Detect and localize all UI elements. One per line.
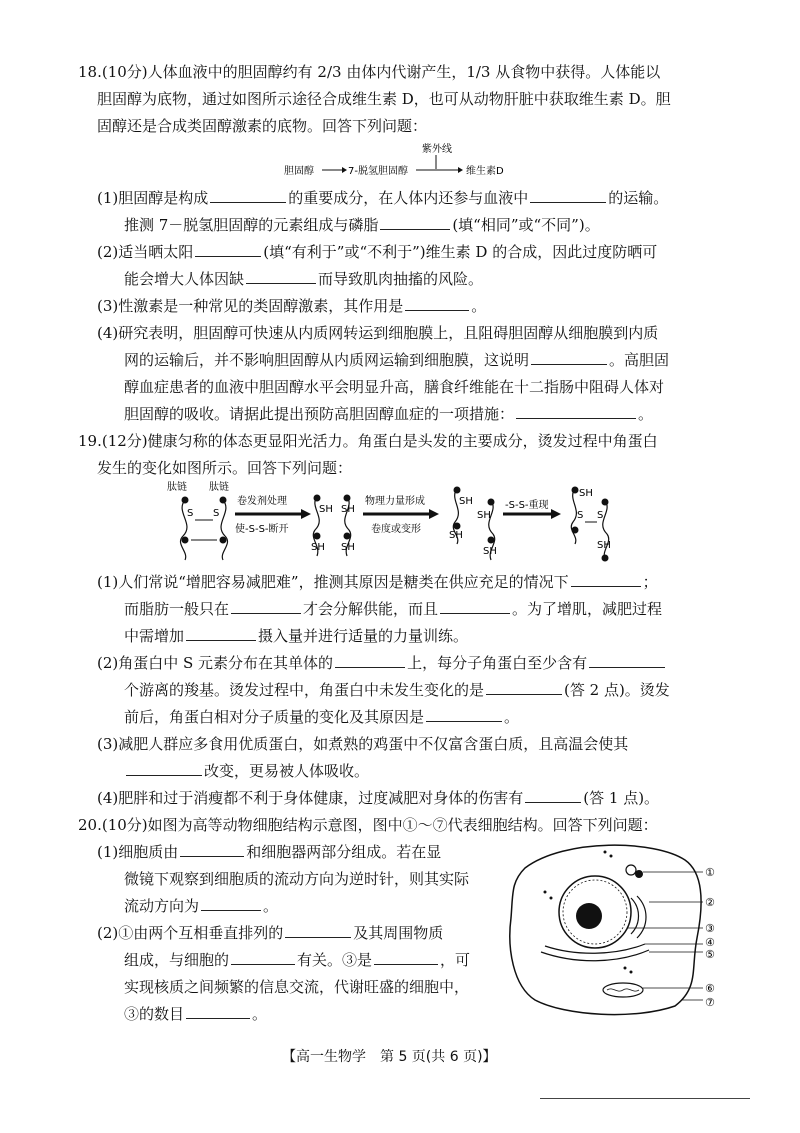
arrow1-top-label: 卷发剂处理 — [237, 496, 287, 507]
answer-blank[interactable] — [380, 215, 450, 230]
q20-part1-line3 — [124, 896, 278, 916]
animal-cell-diagram — [505, 838, 730, 1018]
chain-end-dot — [182, 537, 189, 544]
q18-p3-text-a: (3)性激素是一种常见的类固醇激素，其作用是 — [97, 297, 404, 315]
pathway-arrowhead-1 — [342, 167, 347, 173]
endoplasmic-reticulum — [541, 950, 649, 961]
q20-p2-text-e: ，可 — [440, 951, 471, 969]
ribosome-dot — [630, 971, 633, 974]
q20-part1-line1 — [97, 842, 441, 862]
uv-label: 紫外线 — [422, 144, 452, 155]
q19-p1-text-f: 中需增加 — [124, 627, 185, 645]
thiol-label: SH — [459, 496, 473, 507]
answer-blank[interactable] — [246, 269, 316, 284]
q19-p2-text-e: 前后，角蛋白相对分子质量的变化及其原因是 — [124, 708, 425, 726]
q19-p3-text-b: 改变，更易被人体吸收。 — [204, 762, 370, 780]
process-arrowhead-3 — [551, 509, 561, 519]
q20-p2-text-a: (2)①由两个互相垂直排列的 — [97, 924, 284, 942]
peptide-chain — [571, 488, 576, 544]
q20-p2-text-b: 及其周围物质 — [353, 924, 444, 942]
q18-header-line3: 固醇还是合成类固醇激素的底物。回答下列问题： — [97, 117, 428, 135]
ribosome-dot — [610, 855, 613, 858]
thiol-label: SH — [597, 540, 611, 551]
answer-blank[interactable] — [186, 1004, 250, 1019]
answer-blank[interactable] — [589, 653, 665, 668]
sulfur-label: S — [213, 508, 220, 519]
q18-part4-line1: (4)研究表明，胆固醇可快速从内质网转运到细胞膜上，且阻碍胆固醇从细胞膜到内质 — [97, 324, 659, 342]
chain-end-dot — [572, 527, 579, 534]
answer-blank[interactable] — [530, 188, 606, 203]
answer-blank[interactable] — [231, 599, 301, 614]
q19-p2-text-d: (答 2 点)。烫发 — [564, 681, 670, 699]
thiol-label: SH — [341, 504, 355, 515]
q18-header-line2: 胆固醇为底物，通过如图所示途径合成维生素 D，也可从动物肝脏中获取维生素 D。胆 — [97, 90, 671, 108]
ribosome-dot — [544, 891, 547, 894]
q19-part3-line1: (3)减肥人群应多食用优质蛋白，如煮熟的鸡蛋中不仅富含蛋白质，且高温会使其 — [97, 735, 629, 753]
q19-p1-text-b: ； — [642, 573, 658, 591]
peptide-chain — [221, 500, 227, 560]
q19-p1-text-c: 而脂肪一般只在 — [124, 600, 230, 618]
q19-part4-line1 — [97, 788, 659, 808]
q19-p2-text-c: 个游离的羧基。烫发过程中，角蛋白中未发生变化的是 — [124, 681, 485, 699]
q20-part2-line4 — [124, 1004, 267, 1024]
keratin-perm-diagram — [165, 478, 625, 570]
chain-end-dot — [572, 487, 579, 494]
q18-part4-line3: 醇血症患者的血液中胆固醇水平会明显升高，膳食纤维能在十二指肠中阻碍人体对 — [124, 378, 665, 396]
chain-end-dot — [488, 499, 495, 506]
ribosome-dot — [624, 967, 627, 970]
thiol-label: SH — [341, 542, 355, 553]
q18-p2-text-c: 能会增大人体因缺 — [124, 270, 245, 288]
peptide-chain — [180, 500, 186, 560]
q18-part3-line1 — [97, 296, 486, 316]
q20-part2-line2 — [124, 950, 470, 970]
pathway-arrowhead-2 — [458, 167, 463, 173]
q19-p1-text-d: 才会分解供能，而且 — [303, 600, 439, 618]
answer-blank[interactable] — [186, 626, 256, 641]
q20-p2-text-d: 有关。③是 — [297, 951, 373, 969]
q18-part4-line2 — [124, 350, 669, 370]
peptide-chain — [603, 500, 609, 560]
q20-part2-line1 — [97, 923, 443, 943]
q19-p1-text-e: 。为了增肌，减肥过程 — [512, 600, 663, 618]
thiol-label: SH — [311, 542, 325, 553]
q18-p1-text-c: 的运输。 — [608, 189, 669, 207]
arrow2-top-label: 物理力量形成 — [365, 496, 425, 507]
chain-end-dot — [488, 537, 495, 544]
q19-part1-line1 — [97, 572, 658, 592]
q18-header-line1: 18.(10分)人体血液中的胆固醇约有 2/3 由体内代谢产生，1/3 从食物中获得。人体能以 — [78, 63, 661, 81]
q20-p1-text-e: 。 — [263, 897, 279, 915]
ribosome-dot — [550, 897, 553, 900]
structure-label-3: ③ — [705, 922, 715, 935]
q20-p2-text-g: ③的数目 — [124, 1005, 185, 1023]
q18-part1-line1 — [97, 188, 668, 208]
process-arrowhead-2 — [429, 509, 439, 519]
centrosome — [626, 865, 636, 875]
structure-label-7: ⑦ — [705, 996, 715, 1009]
q18-p2-text-d: 而导致肌肉抽搐的风险。 — [318, 270, 484, 288]
chain-label-right: 肽链 — [209, 482, 229, 493]
golgi — [631, 898, 639, 934]
ribosome-dot — [604, 851, 607, 854]
answer-blank[interactable] — [525, 788, 581, 803]
thiol-label: SH — [579, 488, 593, 499]
answer-blank[interactable] — [210, 188, 286, 203]
pathway-cholesterol: 胆固醇 — [284, 166, 314, 177]
answer-blank[interactable] — [531, 350, 607, 365]
q18-part4-line4 — [124, 404, 653, 424]
answer-blank[interactable] — [571, 572, 641, 587]
answer-blank[interactable] — [180, 842, 244, 857]
q19-part1-line2 — [124, 599, 662, 619]
q18-p1-text-b: 的重要成分，在人体内还参与血液中 — [288, 189, 529, 207]
q20-part2-line3: 实现核质之间频繁的信息交流，代谢旺盛的细胞中， — [124, 978, 470, 996]
structure-label-5: ⑤ — [705, 948, 715, 961]
answer-blank[interactable] — [201, 896, 261, 911]
q18-p4-text-f: 。 — [638, 405, 654, 423]
thiol-label: SH — [483, 546, 497, 557]
q19-part2-line3 — [124, 707, 519, 727]
q18-p1-text-a: (1)胆固醇是构成 — [97, 189, 209, 207]
q19-p1-text-g: 摄入量并进行适量的力量训练。 — [258, 627, 469, 645]
answer-blank[interactable] — [374, 950, 438, 965]
sulfur-label: S — [187, 508, 194, 519]
answer-blank[interactable] — [285, 923, 351, 938]
thiol-label: SH — [319, 504, 333, 515]
page-footer: 【高一生物学 第 5 页(共 6 页)】 — [282, 1049, 497, 1065]
q18-part2-line1 — [97, 242, 657, 262]
answer-blank[interactable] — [516, 404, 636, 419]
q18-part2-line2 — [124, 269, 483, 289]
q19-p4-text-a: (4)肥胖和过于消瘦都不利于身体健康，过度减肥对身体的伤害有 — [97, 789, 524, 807]
chain-end-dot — [454, 523, 461, 530]
answer-blank[interactable] — [440, 599, 510, 614]
structure-label-6: ⑥ — [705, 982, 715, 995]
structure-label-4: ④ — [705, 936, 715, 949]
answer-blank[interactable] — [335, 653, 405, 668]
chain-end-dot — [182, 497, 189, 504]
chain-end-dot — [602, 499, 609, 506]
pathway-vitamin-d: 维生素D — [466, 166, 504, 177]
chain-end-dot — [314, 495, 321, 502]
chain-label-left: 肽链 — [167, 482, 187, 493]
q18-p3-text-b: 。 — [471, 297, 487, 315]
q19-part2-line1 — [97, 653, 667, 673]
answer-blank[interactable] — [195, 242, 261, 257]
q19-part3-line2 — [124, 761, 369, 781]
process-arrowhead-1 — [301, 509, 311, 519]
chain-end-dot — [220, 537, 227, 544]
q20-p1-text-b: 和细胞器两部分组成。若在显 — [246, 843, 442, 861]
q18-p4-text-b: 网的运输后，并不影响胆固醇从内质网运输到细胞膜，这说明 — [124, 351, 530, 369]
q20-p1-text-a: (1)细胞质由 — [97, 843, 179, 861]
centrosome-dot — [635, 870, 643, 878]
mitochondrion-cristae — [607, 989, 639, 991]
q19-header-line1: 19.(12分)健康匀称的体态更显阳光活力。角蛋白是头发的主要成分，烫发过程中角蛋白 — [78, 432, 658, 450]
arrow3-top-label: -S-S-重现 — [505, 500, 549, 511]
chain-end-dot — [344, 495, 351, 502]
chain-end-dot — [344, 533, 351, 540]
q20-p2-text-h: 。 — [252, 1005, 268, 1023]
q20-p1-text-d: 流动方向为 — [124, 897, 200, 915]
q19-part1-line3 — [124, 626, 468, 646]
q18-p4-text-c: 。高胆固 — [609, 351, 670, 369]
q19-p2-text-f: 。 — [504, 708, 520, 726]
arrow1-bottom-label: 使-S-S-断开 — [235, 524, 289, 535]
q19-part2-line2 — [124, 680, 670, 700]
q20-p2-text-c: 组成，与细胞的 — [124, 951, 230, 969]
thiol-label: SH — [477, 510, 491, 521]
chain-end-dot — [220, 497, 227, 504]
structure-label-2: ② — [705, 896, 715, 909]
q20-part1-line2: 微镜下观察到细胞质的流动方向为逆时针，则其实际 — [124, 870, 470, 888]
q19-p1-text-a: (1)人们常说“增肥容易减肥难”，推测其原因是糖类在供应充足的情况下 — [97, 573, 569, 591]
answer-blank[interactable] — [231, 950, 295, 965]
cell-membrane — [510, 845, 701, 1014]
nucleolus — [576, 903, 602, 929]
chain-end-dot — [314, 533, 321, 540]
q19-header-line2: 发生的变化如图所示。回答下列问题： — [97, 459, 353, 477]
q20-header-line1: 20.(10分)如图为高等动物细胞结构示意图，图中①～⑦代表细胞结构。回答下列问题： — [78, 816, 658, 834]
answer-blank[interactable] — [405, 296, 469, 311]
answer-blank[interactable] — [426, 707, 502, 722]
structure-label-1: ① — [705, 866, 715, 879]
answer-blank[interactable] — [126, 761, 202, 776]
vitamin-d-pathway-diagram — [280, 140, 520, 182]
thiol-label: SH — [449, 530, 463, 541]
q18-p1-text-d: 推测 7－脱氢胆固醇的元素组成与磷脂 — [124, 216, 379, 234]
chain-end-dot — [454, 487, 461, 494]
q18-p4-text-e: 胆固醇的吸收。请据此提出预防高胆固醇血症的一项措施： — [124, 405, 515, 423]
chain-end-dot — [602, 555, 609, 562]
bottom-rule — [540, 1098, 750, 1099]
q19-p2-text-b: 上，每分子角蛋白至少含有 — [407, 654, 588, 672]
pathway-7-dehydrocholesterol: 7-脱氢胆固醇 — [348, 166, 408, 177]
q18-p2-text-b: (填“有利于”或“不利于”)维生素 D 的合成，因此过度防晒可 — [263, 243, 658, 261]
q18-part1-line2 — [124, 215, 600, 235]
answer-blank[interactable] — [486, 680, 562, 695]
arrow2-bottom-label: 卷度或变形 — [371, 524, 421, 535]
q18-p2-text-a: (2)适当晒太阳 — [97, 243, 194, 261]
sulfur-label: S — [577, 510, 584, 521]
q19-p2-text-a: (2)角蛋白中 S 元素分布在其单体的 — [97, 654, 334, 672]
q19-p4-text-b: (答 1 点)。 — [583, 789, 660, 807]
sulfur-label: S — [597, 510, 604, 521]
q18-p1-text-e: (填“相同”或“不同”)。 — [452, 216, 600, 234]
